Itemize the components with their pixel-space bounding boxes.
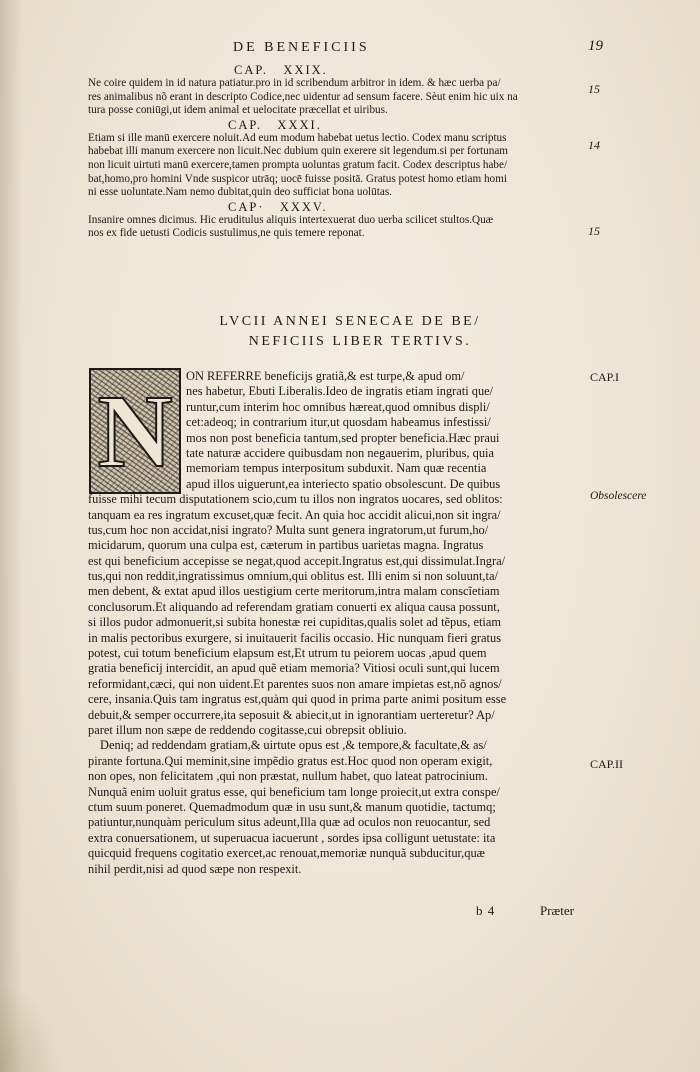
text-line: tate naturæ accidere quibusdam non negauerim, pluribus, quia [186,445,494,460]
text-line: cere, insania.Quis tam ingratus est,quàm qui quod in prima parte animi positum esse [88,692,507,707]
book-title-line-2: NEFICIIS LIBER TERTIVS. [248,334,472,349]
note-cap-heading: CAP. XXIX. [234,63,328,77]
text-line: micidarum, quorum una culpa est, cæterum in partibus uarietas magna. Ingratus [88,538,484,553]
main-text [88,369,584,877]
text-line: cet:adeoq; in contrarium itur,ut quosdam habeamus infestissi/ [186,415,491,430]
text-line: Deniq; ad reddendam gratiam,& uirtute opus est ,& tempore,& facultate,& as/ [100,738,487,753]
text-line: tus,cum hoc non accidat,nisi ingrato? Multa sunt genera ingratorum,ut furum,ho/ [88,522,489,537]
note-line: habebat illi manum exercere non licuit.Nec dubium quin exerere sit legendum.si per fortunam [88,145,509,158]
text-line: si illos pudor admonuerit,si subita honestæ rei cupiditas,qualis solet ad tẽpus, etiam [88,615,501,630]
text-line: gratia beneficij intercidit, an apud quẽ etiam memoria? Vitiosi oculi sunt,qui lucem [88,661,500,676]
text-line: debuit,& semper occurrere,ita seposuit & abiecit,ut in ignorantiam uerteretur? Ap/ [88,707,495,722]
text-line: Nunquã enim uoluit gratus esse, qui beneficium tam longe proiecit,ut extra conspe/ [88,784,500,799]
note-line-number: 14 [588,138,600,152]
note-line: ni esse uoluntate.Nam nemo dubitat,quin deo sufficiat bona uolūtas. [88,186,392,199]
text-line: paret illum non sæpe de reddendo cogitasse,cui obrepsit obliuio. [88,722,407,737]
note-line: tura posse coniūgi,ut idem animal et uelocitate præcellat et uiribus. [88,104,388,117]
note-cap-heading: CAP. XXXI. [228,117,322,132]
note-line: res animalibus nõ erant in descripto Codice,nec uidentur ad sensum facere. Sèut enim hic uix na [88,90,518,103]
margin-cap-2: CAP.II [590,757,624,771]
note-cap-heading: CAP· XXXV. [228,199,328,214]
running-head: DE BENEFICIIS [233,40,370,55]
text-line: pirante fortuna.Qui meminit,sine impẽdio gratus est.Hoc quod non operam exigit, [88,753,493,768]
text-line: men debent, & extat apud illos uestigium certe meritorum,intra malam conscĩetiam [88,584,500,599]
text-line: est qui beneficium accepisse se negat,quod accepit.Ingratus est,qui dissimulat.Ingra/ [88,553,506,568]
text-line: in malis pectoribus exurgere, si inuitauerit facilis occasio. Hic nunquam fieri gratus [88,630,502,645]
text-line: apud illos uiguerunt,ea interiecto spatio obsolescunt. De quibus [186,476,501,491]
catchword: Præter [540,903,574,918]
margin-note-obsolescere: Obsolescere [590,490,647,502]
note-line-number: 15 [588,82,600,96]
book-title-line-1: LVCII ANNEI SENECAE DE BE/ [219,314,481,329]
folio-number: 19 [588,38,603,54]
text-line: patiuntur,nunquàm periculum situs adeunt,Illa quæ ad oculos non reuocantur, sed [88,815,491,830]
text-line: reformidant,cæci, qui non uident.Et parentes suos non amare impietas est,nõ agnos/ [88,676,502,691]
text-line: ctum suum poneret. Quemadmodum quæ in usu sunt,& manum quotidie, tactumq; [88,799,496,814]
text-line: mos non post beneficia tantum,sed propter beneficia.Hæc praui [186,430,500,445]
gutter-shadow [0,0,22,1072]
signature-mark: b 4 [476,903,496,918]
text-line: tus,qui non reddit,ingratissimus omnium,qui oblitus est. Illi enim si non soluunt,ta/ [88,569,498,584]
margin-cap-1: CAP.I [590,370,620,384]
text-line: fuisse mihi tecum disputationem scio,cum tu illos non ingratos uocares, sed oblitos: [88,492,503,507]
annotations-block [88,63,588,241]
note-line: Ne coire quidem in id natura patiatur.pro in id scribendum arbitror in idem. & hæc uerba pa/ [88,77,501,89]
text-line: non opes, non felicitatem ,qui non præstat, nullum habet, quo lateat patrocinium. [88,769,488,784]
text-line: quicquid frequens cogitatio exercet,ac renouat,memoriæ nunquã subducitur,quæ [88,846,485,861]
note-line: non licuit uirtuti manū exercere,tamen prompta uoluntas gratum facit. Codex descriptus habe/ [88,158,508,171]
text-line: memoriam tempus interpositum subduxit. Nam quæ recentia [186,461,487,476]
initial-letter: N [97,373,173,489]
text-line: potest, cui totum beneficium elapsum est,Et utrum tu peiorem uocas ,apud quem [88,646,487,661]
text-line: ON REFERRE beneficijs gratiã,& est turpe,& apud om/ [186,369,465,383]
text-line: extra conuersationem, ut superuacua iacuerunt , sordes ipsa colligunt uetustate: ita [88,830,496,845]
note-line: nos ex fide uetusti Codicis sustulimus,ne quis temere reponat. [88,227,365,240]
note-line: Etiam si ille manū exercere noluit.Ad eum modum habebat uetus lectio. Codex manu scriptus [88,131,507,144]
text-line: conclusorum.Et aliquando ad referendam gratiam conuerti ex aliqua causa possunt, [88,599,500,614]
text-line: runtur,cum interim hoc omnibus hæreat,quod omnibus displi/ [186,399,490,414]
note-line-number: 15 [588,224,600,238]
text-line: nes habetur, Ebuti Liberalis.Ideo de ingratis etiam ingrati que/ [186,384,494,399]
corner-stain [0,982,60,1072]
text-line: nihil perdit,nisi ad quod sæpe non respexit. [88,861,302,876]
note-line: Insanire omnes dicimus. Hic eruditulus aliquis intertexuerat duo uerba scilicet stultos.Quæ [88,213,494,226]
text-line: tanquam ea res ingratum excuset,quæ fecit. An quia hoc accidit alicui,non sit ingra/ [88,507,501,522]
note-line: bat,homo,pro homini Vnde suspicor utrāq; uocē fuisse positā. Gratus potest homo etiam homi [88,172,507,185]
